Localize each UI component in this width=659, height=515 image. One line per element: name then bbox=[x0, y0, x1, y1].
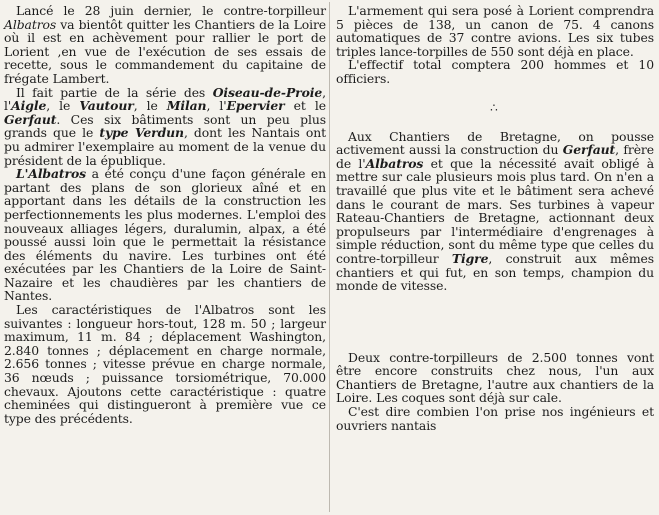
paragraph-crew: L'effectif total comptera 200 hommes et 10 officiers. bbox=[336, 57, 654, 86]
right-column bbox=[336, 4, 654, 432]
paragraph-new-destroyers: Deux contre-torpilleurs de 2.500 tonnes vont être encore construits chez nous, l'un aux Chantiers de Bretagne, l'autre aux chantiers de la Loire. Les coques sont déjà sur cale. bbox=[336, 349, 654, 406]
column-gap bbox=[336, 293, 654, 351]
paragraph-characteristics: Les caractéristiques de l'Albatros sont les suivantes : longueur hors-tout, 128 m. 50 ; largeur maximum, 11 m. 84 ; déplacement Washington, 2.840 tonnes ; déplacement en charge normale, 2.656 tonnes ; vitesse prévue en charge normale, 36 nœuds ; puissance torsiométrique, 70.000 chevaux. Ajoutons cette caractéristique : quatre cheminées qui distingueront à première vue ce type des précédents. bbox=[4, 302, 326, 426]
left-column bbox=[4, 4, 326, 425]
paragraph-albatros-launch: Lancé le 28 juin dernier, le contre-torpilleur Albatros va bientôt quitter les Chantiers de la Loire où il est en achèvement pour rallier le port de Lorient ,en vue de l'exécution de ses essais de recette, sous le commandement du capitaine de frégate Lambert. bbox=[4, 3, 326, 86]
column-divider bbox=[329, 2, 330, 512]
paragraph-conclusion: C'est dire combien l'on prise nos ingénieurs et ouvriers nantais bbox=[336, 404, 654, 433]
paragraph-series: Il fait partie de la série des Oiseau-de-Proie, l'Aigle, le Vautour, le Milan, l'Epervier et le Gerfaut. Ces six bâtiments sont un peu plus grands que le type Verdun, dont les Nantais ont pu admirer l'exemplaire au moment de la venue du président de la épublique. bbox=[4, 84, 326, 168]
section-separator: ∴ bbox=[490, 100, 500, 115]
paragraph-gerfaut: Aux Chantiers de Bretagne, on pousse activement aussi la construction du Gerfaut, frère de l'Albatros et que la nécessité avait obligé à mettre sur cale plusieurs mois plus tard. On n'en a travaillé que plus vite et le bâtiment sera achevé dans le courant de mars. Ses turbines à vapeur Rateau-Chantiers de Bretagne, actionnant deux propulseurs par l'intermédiaire d'engrenages à simple réduction, sont du même type que celles du contre-torpilleur Tigre, construit aux mêmes chantiers et qui fut, en son temps, champion du monde de vitesse. bbox=[336, 128, 654, 294]
paragraph-design: L'Albatros a été conçu d'une façon générale en partant des plans de son glorieux aîné et en apportant dans les détails de la construction les perfectionnements les plus modernes. L'emploi des nouveaux alliages légers, duralumin, alpax, a été poussé aussi loin que le permettait la résistance des éléments du navire. Les turbines ont été exécutées par les Chantiers de la Loire de Saint-Nazaire et les chaudières par les chantiers de Nantes. bbox=[4, 166, 326, 304]
paragraph-armament: L'armement qui sera posé à Lorient comprendra 5 pièces de 138, un canon de 75. 4 canons automatiques de 37 contre avions. Les six tubes triples lance-torpilles de 550 sont déjà en place. bbox=[336, 3, 654, 59]
